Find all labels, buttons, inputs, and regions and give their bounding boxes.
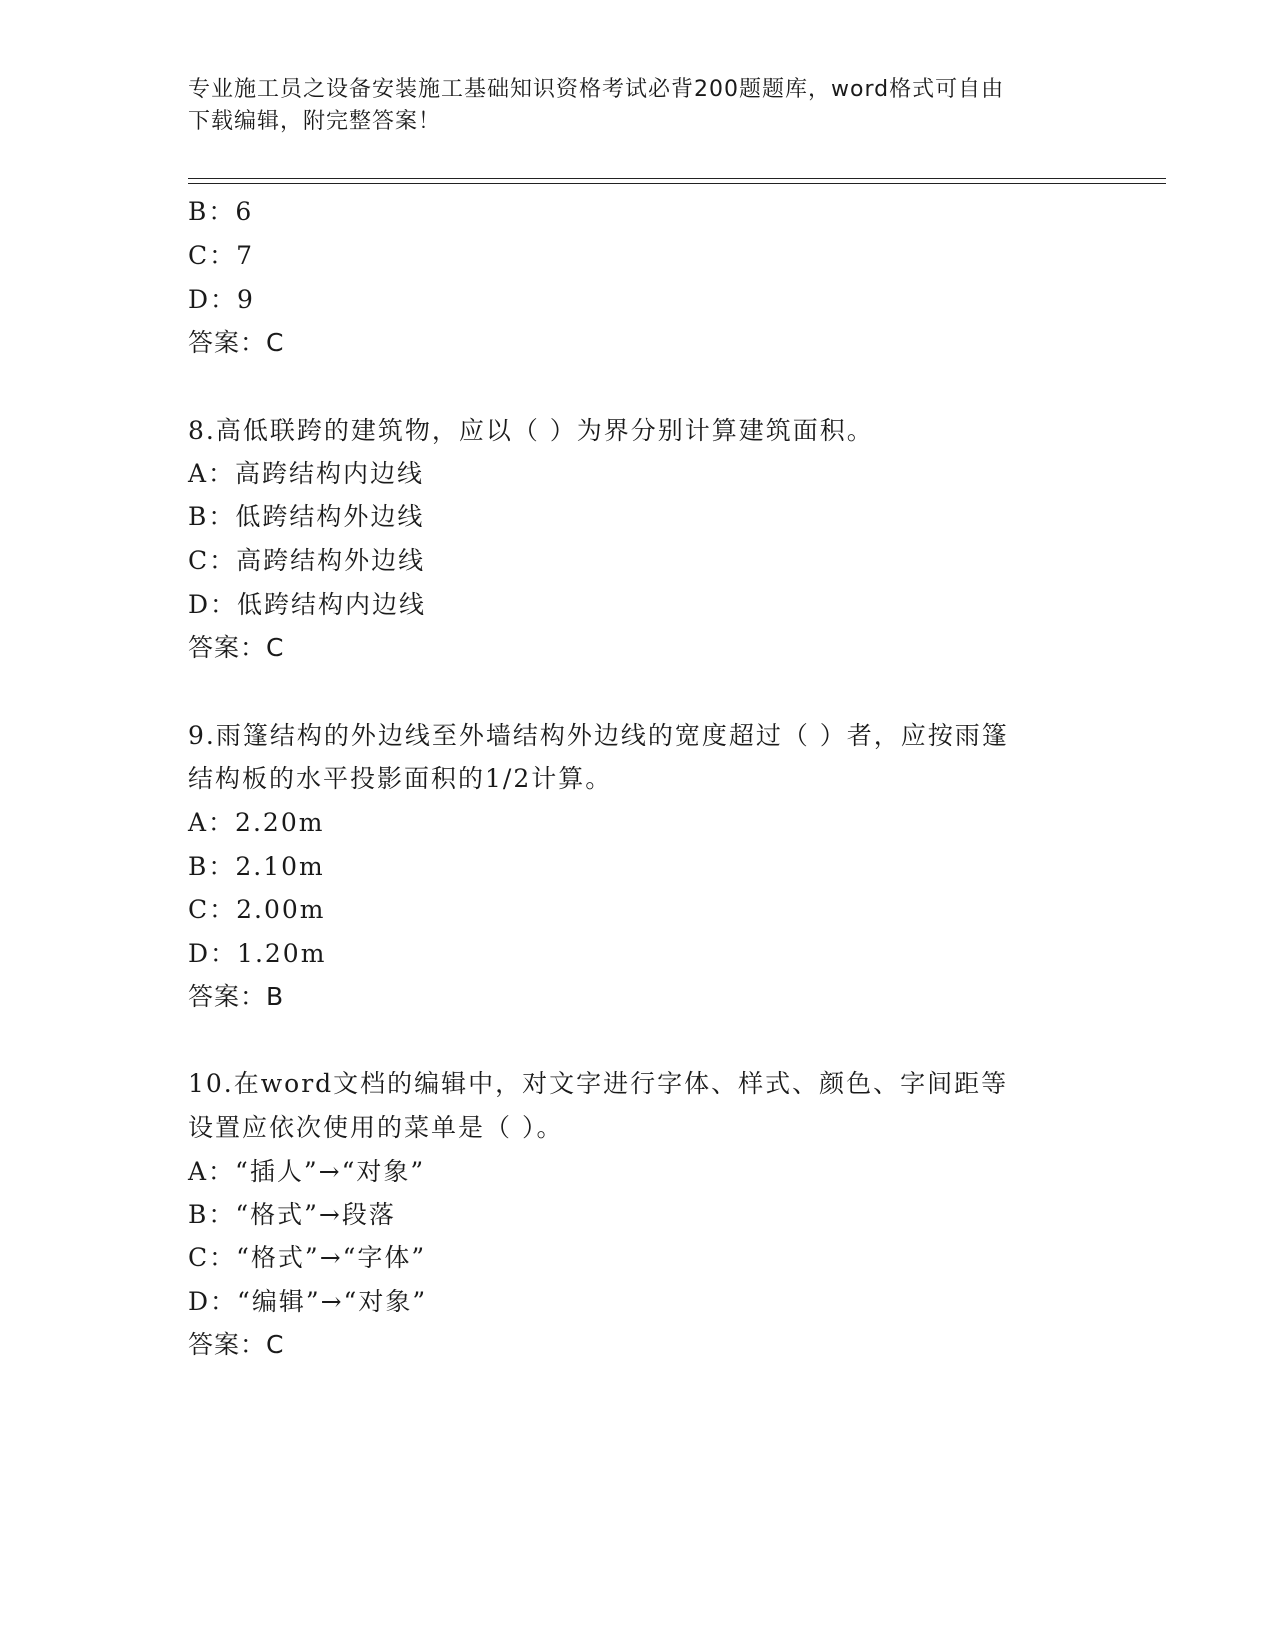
q10-option-c: C：“格式”→“字体”: [188, 1243, 427, 1272]
header-line-1: 专业施工员之设备安装施工基础知识资格考试必背200题题库，word格式可自由: [188, 77, 1005, 102]
q10-stem-line-1: 10.在word文档的编辑中，对文字进行字体、样式、颜色、字间距等: [188, 1069, 1009, 1098]
q10-option-a: A：“插人”→“对象”: [188, 1157, 426, 1186]
q9-option-c: C：2.00m: [188, 895, 326, 924]
q9-option-b: B：2.10m: [188, 852, 325, 881]
q9-option-d: D：1.20m: [188, 939, 327, 968]
q9-option-a: A：2.20m: [188, 808, 325, 837]
q8-option-d: D：低跨结构内边线: [188, 590, 427, 619]
page-header: [188, 74, 1088, 138]
q10-option-d: D：“编辑”→“对象”: [188, 1287, 428, 1316]
q9-stem-line-2: 结构板的水平投影面积的1/2计算。: [188, 764, 613, 793]
header-line-2: 下载编辑，附完整答案！: [188, 109, 442, 134]
q8-option-c: C：高跨结构外边线: [188, 546, 426, 575]
q8-answer: 答案：C: [188, 633, 285, 662]
header-divider-top: [188, 178, 1166, 179]
q9-stem-line-1: 9.雨篷结构的外边线至外墙结构外边线的宽度超过（ ）者，应按雨篷: [188, 721, 1009, 750]
q8-option-a: A：高跨结构内边线: [188, 459, 425, 488]
q7-option-b: B：6: [188, 197, 254, 226]
q10-answer: 答案：C: [188, 1330, 285, 1359]
header-divider-bottom: [188, 183, 1166, 184]
q8-option-b: B：低跨结构外边线: [188, 502, 425, 531]
q7-option-d: D：9: [188, 285, 255, 314]
q8-stem: 8.高低联跨的建筑物，应以（ ）为界分别计算建筑面积。: [188, 416, 874, 445]
q7-answer: 答案：C: [188, 328, 285, 357]
q7-option-c: C：7: [188, 241, 255, 270]
q10-option-b: B：“格式”→段落: [188, 1200, 396, 1229]
q9-answer: 答案：B: [188, 982, 285, 1011]
q10-stem-line-2: 设置应依次使用的菜单是（ ）。: [188, 1113, 564, 1142]
